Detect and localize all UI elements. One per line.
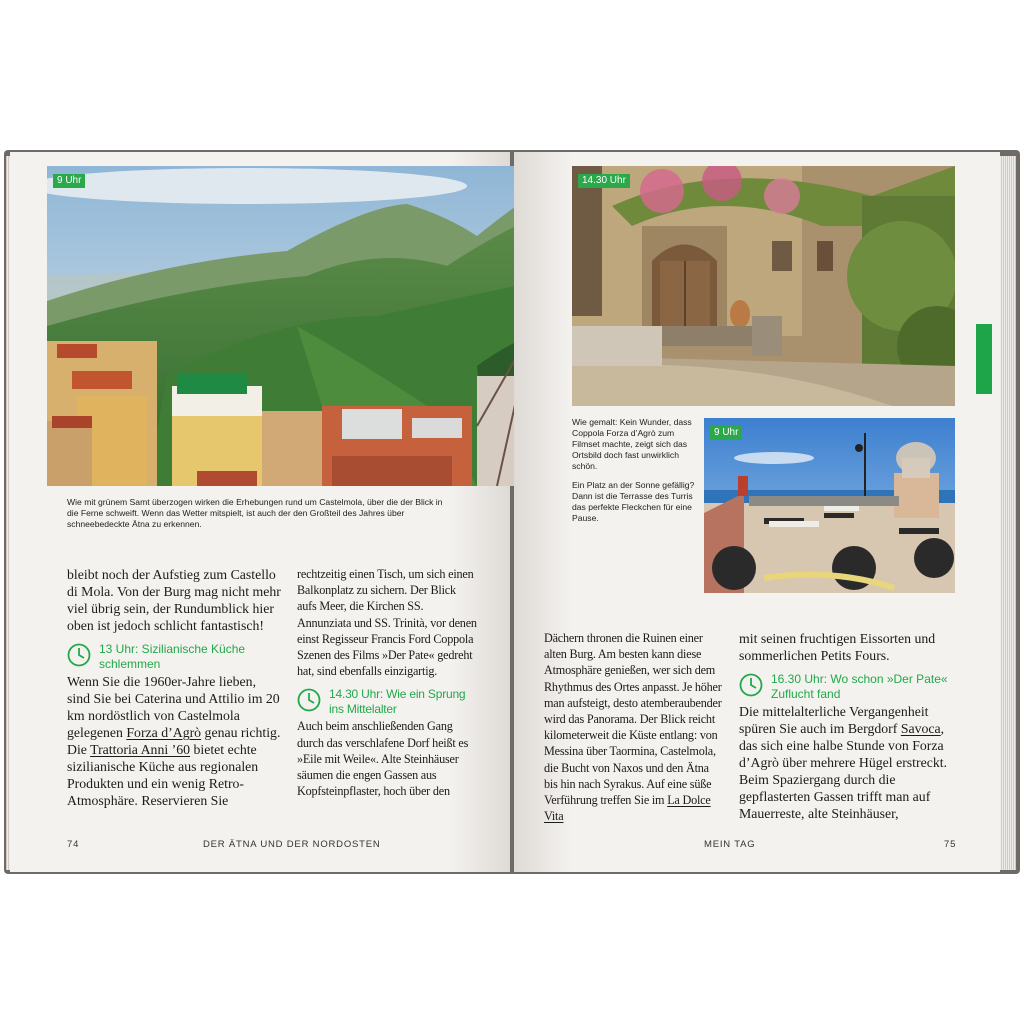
body-text: , das sich eine halbe Stunde von Forza d’Agrò über mehrere Hügel erstreckt. Beim Spaziergang durch die gepflasterten Gassen trifft man auf Mauerreste, alte Steinhäuser, [739, 721, 948, 821]
time-tag: 14.30 Uhr [578, 174, 630, 188]
chapter-thumb-tab [976, 324, 992, 394]
doorway-illustration [572, 166, 955, 406]
heading-text: 13 Uhr: Sizilianische Küche schlemmen [99, 642, 246, 671]
landscape-illustration [47, 166, 562, 486]
body-paragraph [67, 673, 282, 809]
body-paragraph: Auch beim anschließenden Gang durch das verschlafene Dorf heißt es »Eile mit Weile«. Alte Steinhäuser säumen die engen Gassen aus Kopfsteinpflaster, hoch über den [297, 719, 469, 799]
left-column-2 [297, 566, 477, 799]
castelmola-landscape-photo [47, 166, 562, 486]
heading-text: 14.30 Uhr: Wie ein Sprung ins Mittelalter [329, 687, 466, 717]
body-text: bietet echte sizilianische Küche aus regionalen Produkten und ein wenig Retro-Atmosphäre. Reservieren Sie [67, 742, 259, 808]
section-heading-14-30-uhr [297, 687, 477, 717]
intro-paragraph: bleibt noch der Aufstieg zum Castello di Mola. Von der Burg mag nicht mehr viel übrig sein, der Rundumblick hier oben ist jedoch schlicht fantastisch! [67, 567, 281, 633]
place-link[interactable]: Forza d’Agrò [126, 725, 202, 740]
intro-paragraph: mit seinen fruchtigen Eissorten und sommerlichen Petits Fours. [739, 631, 936, 663]
body-text: Die mittelalterliche Vergangenheit spüren Sie auch im Bergdorf [739, 704, 929, 736]
photo-caption: Wie mit grünem Samt überzogen wirken die Erhebungen rund um Castelmola, über die der Blick in die Ferne schweift. Wenn das Wetter mitspielt, ist auch der den Großteil des Jahres über schneebedeckte Ätna zu erkennen. [67, 497, 443, 529]
clock-icon [67, 643, 91, 667]
terrace-illustration [704, 418, 955, 593]
running-head-left: DER ÄTNA UND DER NORDOSTEN [203, 839, 381, 850]
forza-dagro-doorway-photo [572, 166, 955, 406]
body-paragraph [739, 703, 961, 822]
terrace-photo [704, 418, 955, 593]
section-heading-13-uhr [67, 642, 282, 672]
photo-caption-2: Ein Platz an der Sonne gefällig? Dann ist die Terrasse des Turris das perfekte Fleckchen für eine Pause. [572, 480, 695, 523]
heading-text: 16.30 Uhr: Wo schon »Der Pate« Zuflucht fand [771, 672, 948, 701]
running-head-right: MEIN TAG [704, 839, 756, 850]
page-number-left: 74 [67, 839, 80, 850]
body-paragraph: rechtzeitig einen Tisch, um sich einen Balkonplatz zu sichern. Der Blick aufs Meer, die Kirchen SS. Annunziata und SS. Trinità, vor denen einst Regisseur Francis Ford Coppola Szenen des Films »Der Pate« gedreht hat, sind ebenfalls einzigartig. [297, 567, 477, 679]
time-tag: 9 Uhr [53, 174, 85, 188]
page-number-right: 75 [944, 839, 957, 850]
clock-icon [739, 673, 763, 697]
photo-caption-1: Wie gemalt: Kein Wunder, dass Coppola Forza d’Agrò zum Filmset machte, zeigt sich das Ortsbild doch fast unwirklich schön. [572, 417, 692, 471]
cafe-link[interactable]: La Dolce Vita [544, 793, 711, 824]
restaurant-link[interactable]: Trattoria Anni ’60 [90, 742, 191, 757]
body-text: Wenn Sie die 1960er-Jahre lieben, sind Sie bei Caterina und Attilio im 20 km nordöstlich von Castelmola gelegenen [67, 674, 280, 740]
right-column-1 [544, 630, 724, 824]
left-column-1 [67, 566, 282, 809]
clock-icon [297, 688, 321, 712]
right-column-2 [739, 630, 961, 822]
body-paragraph [544, 630, 724, 824]
section-heading-16-30-uhr [739, 672, 961, 702]
body-text: Dächern thronen die Ruinen einer alten Burg. Am besten kann diese Atmosphäre genießen, wer sich dem Rhythmus des Ortes anpasst. Je höher man aufsteigt, desto atemberaubender wird das Panorama. Der Blick reicht kilometerweit die Küste entlang: von Messina über Taormina, Castelmola, die Bucht von Naxos und den Ätna bis hin nach Syrakus. Auf eine süße Verführung treffen Sie im [544, 631, 722, 808]
time-tag: 9 Uhr [710, 426, 742, 440]
village-link[interactable]: Savoca [900, 721, 941, 736]
body-text: genau richtig. Die [67, 725, 281, 757]
